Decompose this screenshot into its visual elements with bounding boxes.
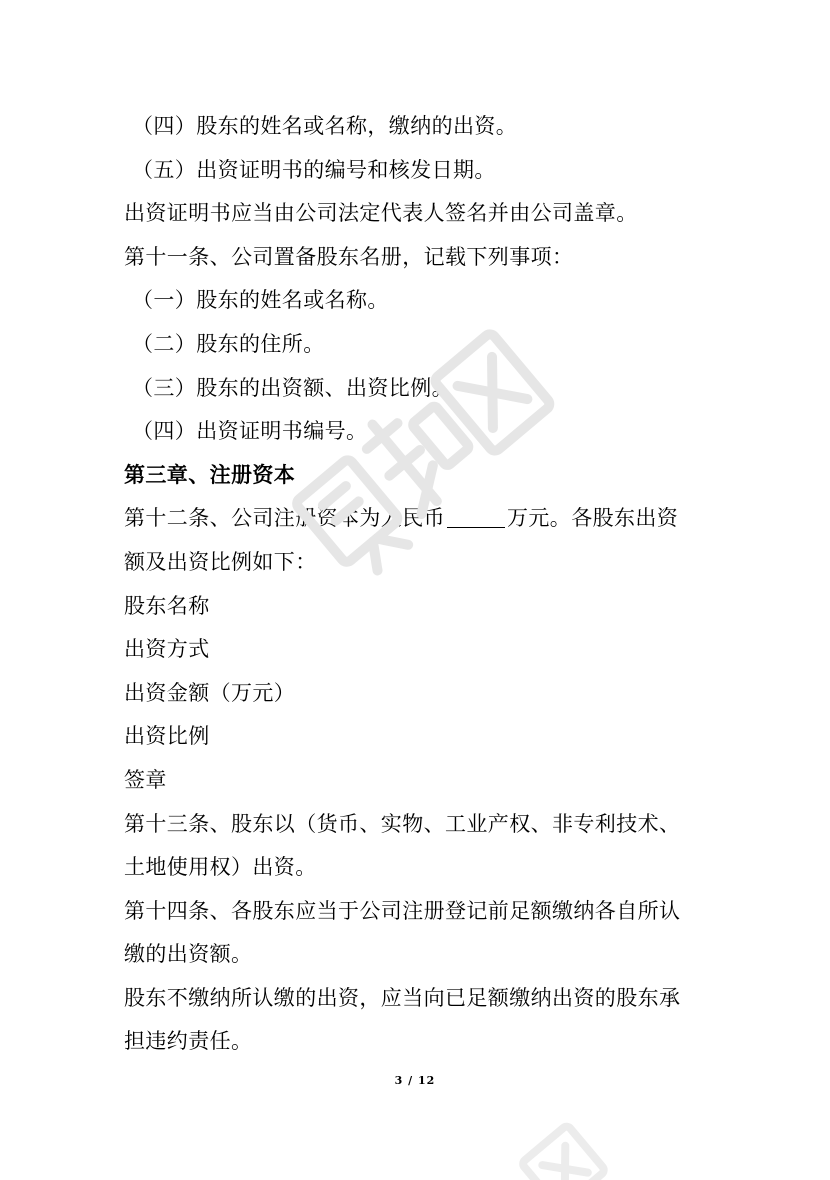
- article-14-line-2: 缴的出资额。: [124, 942, 253, 967]
- register-item-2: （二）股东的住所。: [132, 331, 325, 356]
- chapter-3-title: 第三章、注册资本: [124, 462, 296, 487]
- certificate-signature-note: 出资证明书应当由公司法定代表人签名并由公司盖章。: [124, 201, 638, 226]
- field-contribution-ratio: 出资比例: [124, 724, 210, 749]
- clause-5-certificate-number: （五）出资证明书的编号和核发日期。: [132, 157, 496, 182]
- field-contribution-amount: 出资金额（万元）: [124, 680, 296, 705]
- field-contribution-method: 出资方式: [124, 637, 210, 662]
- article-12-suffix: 万元。各股东出资: [507, 506, 679, 531]
- document-body: [124, 105, 724, 1064]
- page-number: 3 / 12: [394, 1074, 436, 1087]
- default-liability-line-2: 担违约责任。: [124, 1029, 253, 1054]
- article-13-line-2: 土地使用权）出资。: [124, 855, 317, 880]
- watermark-logo-bottom: [480, 1080, 680, 1180]
- article-12-prefix: 第十二条、公司注册资本为人民币: [124, 506, 445, 531]
- field-seal: 签章: [124, 767, 167, 792]
- register-item-1: （一）股东的姓名或名称。: [132, 288, 389, 313]
- register-item-4: （四）出资证明书编号。: [132, 419, 368, 444]
- capital-amount-blank: [447, 526, 505, 528]
- field-shareholder-name: 股东名称: [124, 593, 210, 618]
- register-item-3: （三）股东的出资额、出资比例。: [132, 375, 453, 400]
- default-liability-line-1: 股东不缴纳所认缴的出资，应当向已足额缴纳出资的股东承: [124, 985, 681, 1010]
- clause-4-shareholder-name: （四）股东的姓名或名称，缴纳的出资。: [132, 114, 518, 138]
- article-12-line: [124, 497, 724, 541]
- article-13-line-1: 第十三条、股东以（货币、实物、工业产权、非专利技术、: [124, 811, 681, 836]
- article-14-line-1: 第十四条、各股东应当于公司注册登记前足额缴纳各自所认: [124, 898, 681, 923]
- article-12-continuation: 额及出资比例如下：: [124, 549, 317, 574]
- article-11-heading: 第十一条、公司置备股东名册，记载下列事项：: [124, 244, 574, 269]
